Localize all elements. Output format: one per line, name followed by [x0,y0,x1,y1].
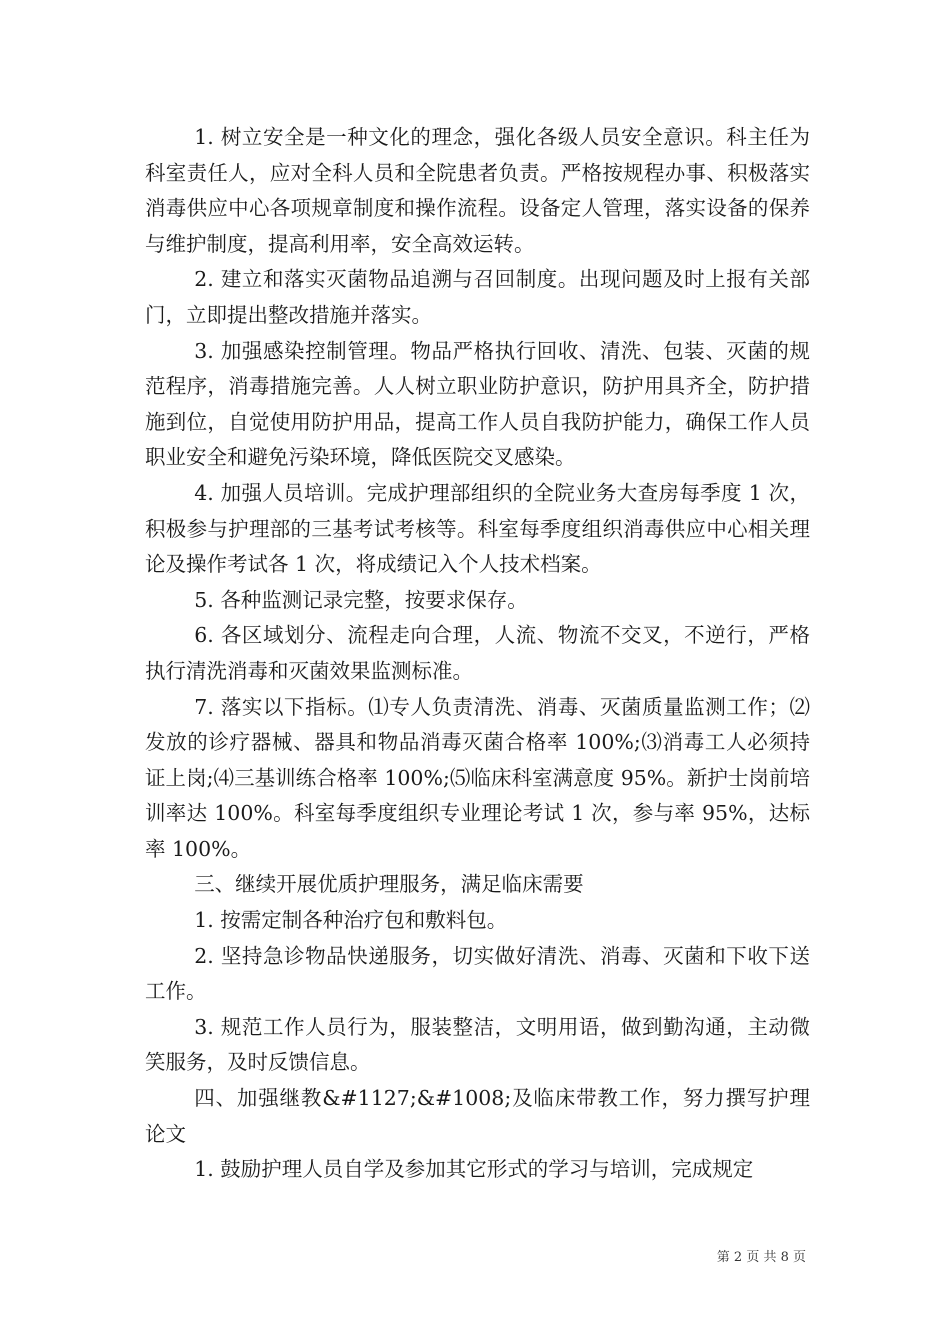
paragraph-11: 1. 鼓励护理人员自学及参加其它形式的学习与培训，完成规定 [194,1157,754,1182]
paragraph-2: 2. 建立和落实灭菌物品追溯与召回制度。出现问题及时上报有关部门，立即提出整改措施并落实。 [145,267,810,327]
paragraph-10: 3. 规范工作人员行为，服装整洁，文明用语，做到勤沟通，主动微笑服务，及时反馈信息。 [145,1014,810,1075]
document-body [145,120,810,1188]
page-number-footer: 第 2 页 共 8 页 [716,1250,806,1265]
paragraph-8: 1. 按需定制各种治疗包和敷料包。 [194,908,508,933]
section-heading-4: 四、加强继教&#1127;&#1008;及临床带教工作，努力撰写护理论文 [145,1086,810,1146]
paragraph-6: 6. 各区域划分、流程走向合理，人流、物流不交叉，不逆行，严格执行清洗消毒和灭菌效果监测标准。 [145,623,810,683]
paragraph-7: 7. 落实以下指标。⑴专人负责清洗、消毒、灭菌质量监测工作；⑵发放的诊疗器械、器具和物品消毒灭菌合格率 100%;⑶消毒工人必须持证上岗;⑷三基训练合格率 100%;⑸临床科室满意度 95%。新护士岗前培训率达 100%。科室每季度组织专业理论考试 1 次，参与率 95%，达标率 100%。 [145,694,810,861]
paragraph-4: 4. 加强人员培训。完成护理部组织的全院业务大查房每季度 1 次，积极参与护理部的三基考试考核等。科室每季度组织消毒供应中心相关理论及操作考试各 1 次，将成绩记入个人技术档案。 [145,480,810,577]
paragraph-1: 1. 树立安全是一种文化的理念，强化各级人员安全意识。科主任为科室责任人，应对全科人员和全院患者负责。严格按规程办事、积极落实消毒供应中心各项规章制度和操作流程。设备定人管理，落实设备的保养与维护制度，提高利用率，安全高效运转。 [145,125,810,256]
paragraph-9: 2. 坚持急诊物品快递服务，切实做好清洗、消毒、灭菌和下收下送工作。 [145,943,810,1004]
paragraph-3: 3. 加强感染控制管理。物品严格执行回收、清洗、包装、灭菌的规范程序，消毒措施完善。人人树立职业防护意识，防护用具齐全，防护措施到位，自觉使用防护用品，提高工作人员自我防护能力，确保工作人员职业安全和避免污染环境，降低医院交叉感染。 [145,338,810,470]
section-heading-3: 三、继续开展优质护理服务，满足临床需要 [194,872,584,897]
paragraph-5: 5. 各种监测记录完整，按要求保存。 [194,587,528,612]
